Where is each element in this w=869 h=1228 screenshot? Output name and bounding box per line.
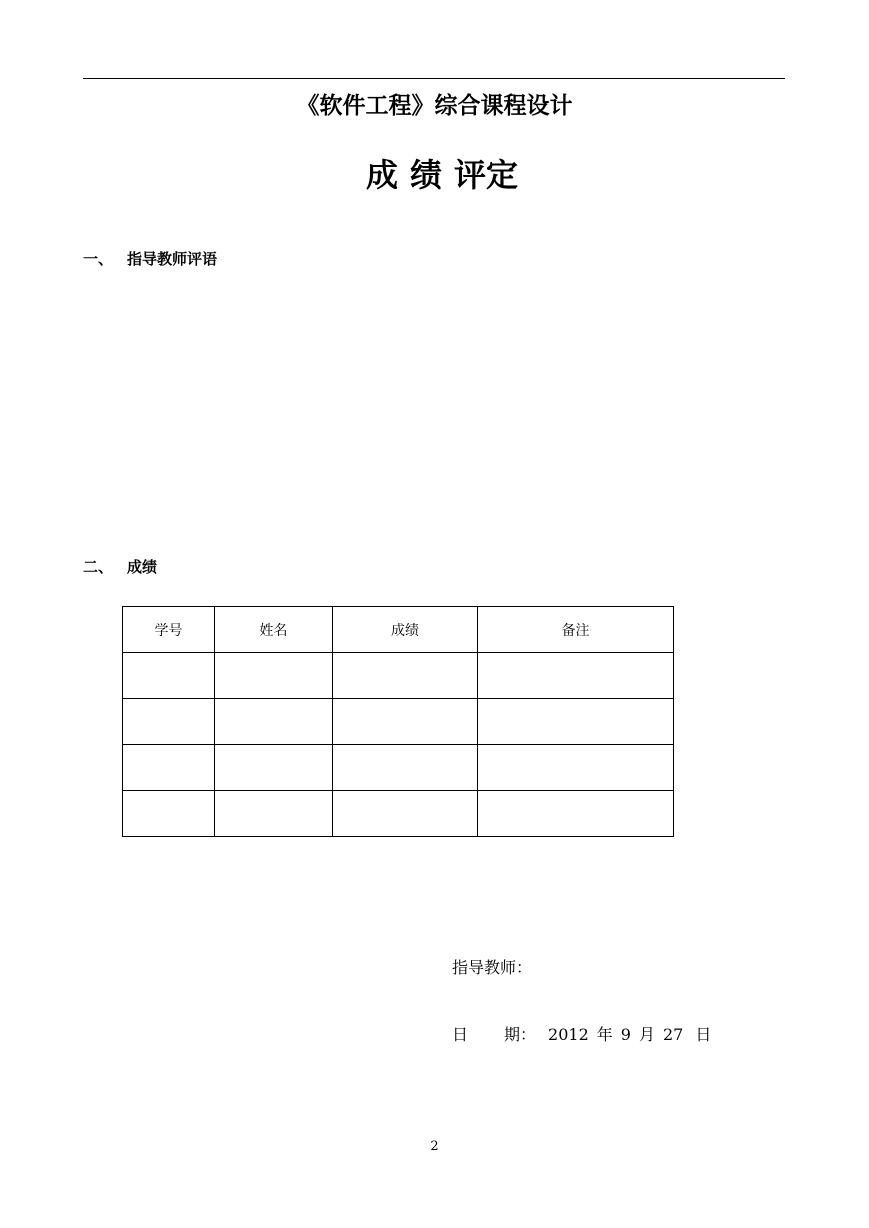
page-number: 2 <box>430 1139 439 1154</box>
section-label: 成绩 <box>127 558 158 576</box>
date-line <box>452 1024 711 1046</box>
document-title-part-3: 评定 <box>454 156 519 194</box>
table-header-row <box>123 607 674 653</box>
date-year: 2012 <box>548 1025 589 1044</box>
table-cell <box>123 791 215 837</box>
table-cell <box>215 745 333 791</box>
advisor-signature-line <box>452 957 532 979</box>
table-cell <box>478 699 674 745</box>
document-title-part-2: 绩 <box>409 156 442 194</box>
table-row <box>123 699 674 745</box>
document-title-part-1: 成 <box>365 156 398 194</box>
table-cell <box>215 699 333 745</box>
header-rule <box>83 78 785 79</box>
header-student-id: 学号 <box>123 607 215 653</box>
table-cell <box>478 653 674 699</box>
header-remarks: 备注 <box>478 607 674 653</box>
grades-table <box>122 606 674 837</box>
date-label-char-1: 日 <box>452 1025 469 1044</box>
table-row <box>123 791 674 837</box>
table-cell <box>215 653 333 699</box>
table-cell <box>123 699 215 745</box>
section-advisor-comments <box>83 248 217 270</box>
date-year-unit: 年 <box>596 1025 613 1044</box>
section-label: 指导教师评语 <box>127 250 218 268</box>
table-cell <box>478 791 674 837</box>
table-row <box>123 653 674 699</box>
date-day-unit: 日 <box>695 1025 712 1044</box>
section-number: 二、 <box>83 558 114 576</box>
section-number: 一、 <box>83 250 114 268</box>
table-cell <box>123 653 215 699</box>
table-cell <box>478 745 674 791</box>
header-grade: 成绩 <box>333 607 478 653</box>
table-cell <box>333 745 478 791</box>
date-label-char-2: 期： <box>504 1025 537 1044</box>
table-cell <box>123 745 215 791</box>
table-cell <box>215 791 333 837</box>
date-month-unit: 月 <box>638 1025 655 1044</box>
section-grades <box>83 556 157 578</box>
course-title: 《软件工程》综合课程设计 <box>296 93 573 119</box>
date-day: 27 <box>662 1025 684 1044</box>
table-cell <box>333 653 478 699</box>
table-cell <box>333 699 478 745</box>
date-month: 9 <box>620 1025 631 1044</box>
header-name: 姓名 <box>215 607 333 653</box>
advisor-label: 指导教师： <box>452 958 533 977</box>
document-title <box>0 152 869 198</box>
table-row <box>123 745 674 791</box>
table-cell <box>333 791 478 837</box>
